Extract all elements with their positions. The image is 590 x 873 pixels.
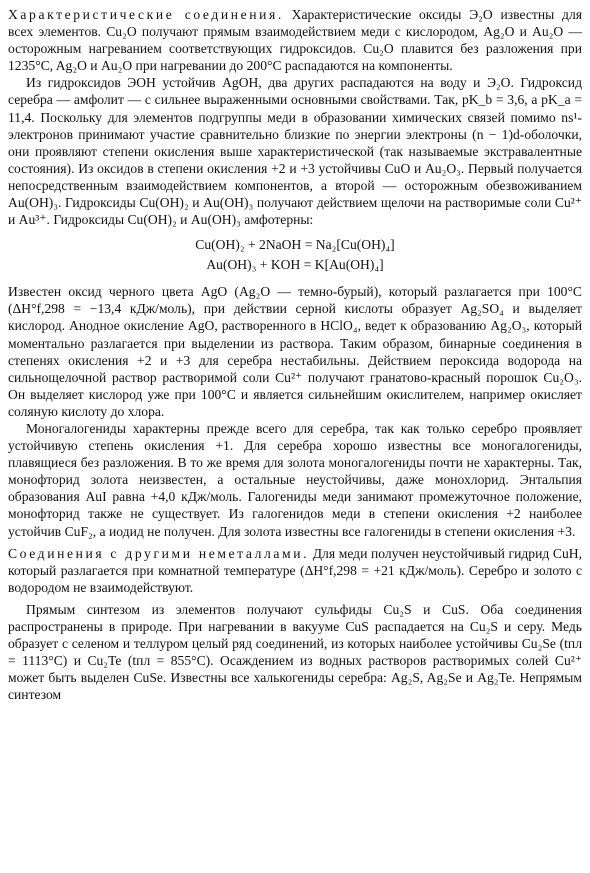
paragraph-text: Для меди получен неустойчивый гидрид CuH, который разлагается при комнатной температуре (ΔH°f,298 = +21 кДж/моль). Серебро и золото с водородом не взаимодействуют. [8,545,582,595]
paragraph-silver-oxide: Известен оксид черного цвета AgO (Ag₂O — темно-бурый), который разлагается при 100°C (ΔH°f,298 = −13,4 кДж/моль), при действии серной кислоты образует Ag₂SO₄ и выделяет кислород. Анодное окисление AgO, растворенного в HClO₄, ведет к образованию Ag₂O₃, который моментально разлагается при выделении из раствора. Таким образом, бинарные соединения в степенях окисления +2 и +3 для серебра нестабильны. Действием пероксида водорода на сильнощелочной раствор растворимой соли Cu²⁺ получают гранатово-красный порошок Cu₂O₃. Он выделяет кислород уже при 100°C и является сильнейшим окислителем, например окисляет соляную кислоту до хлора. [8,284,582,419]
section-heading-nonmetals: Соединения с другими неметаллами. [8,545,310,561]
section-heading-characteristic: Характеристические соединения. [8,7,284,22]
equation-block [8,235,582,275]
equation-au: Au(OH)₃ + KOH = K[Au(OH)₄] [206,257,384,273]
paragraph-sulfides: Прямым синтезом из элементов получают сульфиды Cu₂S и CuS. Оба соединения распространены в природе. При нагревании в вакууме CuS распадается на Cu₂S и серу. Медь образует с селеном и теллуром целый ряд соединений, из которых наиболее устойчивы Cu₂Se (tпл = 1113°C) и Cu₂Te (tпл = 855°C). Осаждением из водных растворов растворимых солей Cu²⁺ может быть выделен CuSe. Известны все халькогениды серебра: Ag₂S, Ag₂Se и Ag₂Te. Непрямым синтезом [8,601,582,703]
paragraph-hydroxides: Из гидроксидов ЭOH устойчив AgOH, два других распадаются на воду и Э₂O. Гидроксид серебра — амфолит — с сильнее выраженными основными свойствами. Так, pK_b = 3,6, а pK_a = 11,4. Поскольку для элементов подгруппы меди в образовании химических связей помимо ns¹-электронов принимают участие сравнительно близкие по энергии электроны (n − 1)d-оболочки, они проявляют степени окисления выше характеристической (так называемые экстравалентные состояния). Из оксидов в степени окисления +2 и +3 устойчивы CuO и Au₂O₃. Первый получается непосредственным взаимодействием компонентов, а второй — осторожным обезвоживанием Au(OH)₃. Гидроксиды Cu(OH)₂ и Au(OH)₃ получают действием щелочи на растворимые соли Cu²⁺ и Au³⁺. Гидроксиды Cu(OH)₂ и Au(OH)₃ амфотерны: [8,75,582,228]
equation-cu: Cu(OH)₂ + 2NaOH = Na₂[Cu(OH)₄] [195,237,395,253]
paragraph-characteristic-oxides [8,6,582,74]
paragraph-monohalides: Моногалогениды характерны прежде всего для серебра, так как только серебро проявляет устойчивую степень окисления +1. Для серебра хорошо известны все моногалогениды, плавящиеся без разложения. В то же время для золота моногалогениды почти не характерны. Так, монофторид золота неизвестен, а остальные неустойчивы, даже монохлорид. Энтальпия образования AuI равна +4,0 кДж/моль. Галогениды меди занимают промежуточное положение, монофторид также не существует. Из галогенидов меди в степени окисления +2 наиболее устойчив CuF₂, а иодид не получен. Для золота известны все галогениды в степени окисления +3. [8,420,582,539]
paragraph-text: Характеристические оксиды Э₂O известны для всех элементов. Cu₂O получают прямым взаимодействием меди с кислородом, Ag₂O и Au₂O — осторожным нагреванием соответствующих гидроксидов. Cu₂O плавится без разложения при 1235°C, Ag₂O и Au₂O при нагревании до 200°C распадаются на компоненты. [8,7,582,74]
paragraph-other-nonmetals [8,545,582,596]
